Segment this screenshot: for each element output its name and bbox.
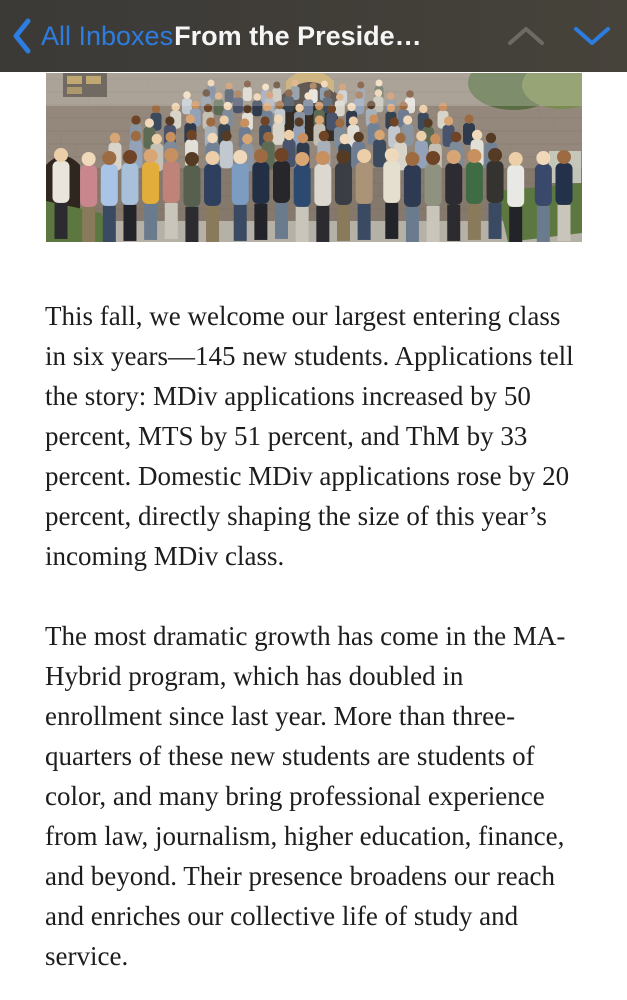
text-line: The most dramatic growth has come in the MA- [45, 621, 566, 651]
text-line: the story: MDiv applications increased by 50 [45, 381, 531, 411]
text-line: and enriches our collective life of study and [45, 901, 519, 931]
chevron-left-icon[interactable] [12, 18, 32, 54]
group-photo-illustration [46, 73, 582, 242]
text-line: percent, directly shaping the size of this year’s [45, 501, 547, 531]
navbar [0, 0, 627, 72]
paragraph [45, 616, 582, 976]
message-subject-title: From the Preside… [174, 22, 422, 50]
text-line: and beyond. Their presence broadens our reach [45, 861, 556, 891]
text-line: from law, journalism, higher education, finance, [45, 821, 565, 851]
back-button-label[interactable]: All Inboxes [41, 20, 174, 51]
message-nav-actions [507, 25, 611, 47]
text-line: service. [45, 941, 129, 971]
email-text [0, 296, 627, 976]
paragraph [45, 296, 582, 576]
email-body [0, 73, 627, 976]
text-line: percent, MTS by 51 percent, and ThM by 33 [45, 421, 528, 451]
group-photo [46, 73, 582, 242]
text-line: Hybrid program, which has doubled in [45, 661, 464, 691]
text-line: quarters of these new students are students of [45, 741, 535, 771]
chevron-up-icon[interactable] [507, 25, 545, 47]
text-line: in six years—145 new students. Applications tell [45, 341, 574, 371]
text-line: This fall, we welcome our largest entering class [45, 301, 561, 331]
chevron-down-icon[interactable] [573, 25, 611, 47]
text-line: incoming MDiv class. [45, 541, 285, 571]
back-button[interactable] [12, 18, 173, 54]
text-line: enrollment since last year. More than three- [45, 701, 516, 731]
next-message-button[interactable] [573, 25, 611, 47]
text-line: percent. Domestic MDiv applications rose by 20 [45, 461, 570, 491]
previous-message-button[interactable] [507, 25, 545, 47]
text-line: color, and many bring professional experience [45, 781, 545, 811]
